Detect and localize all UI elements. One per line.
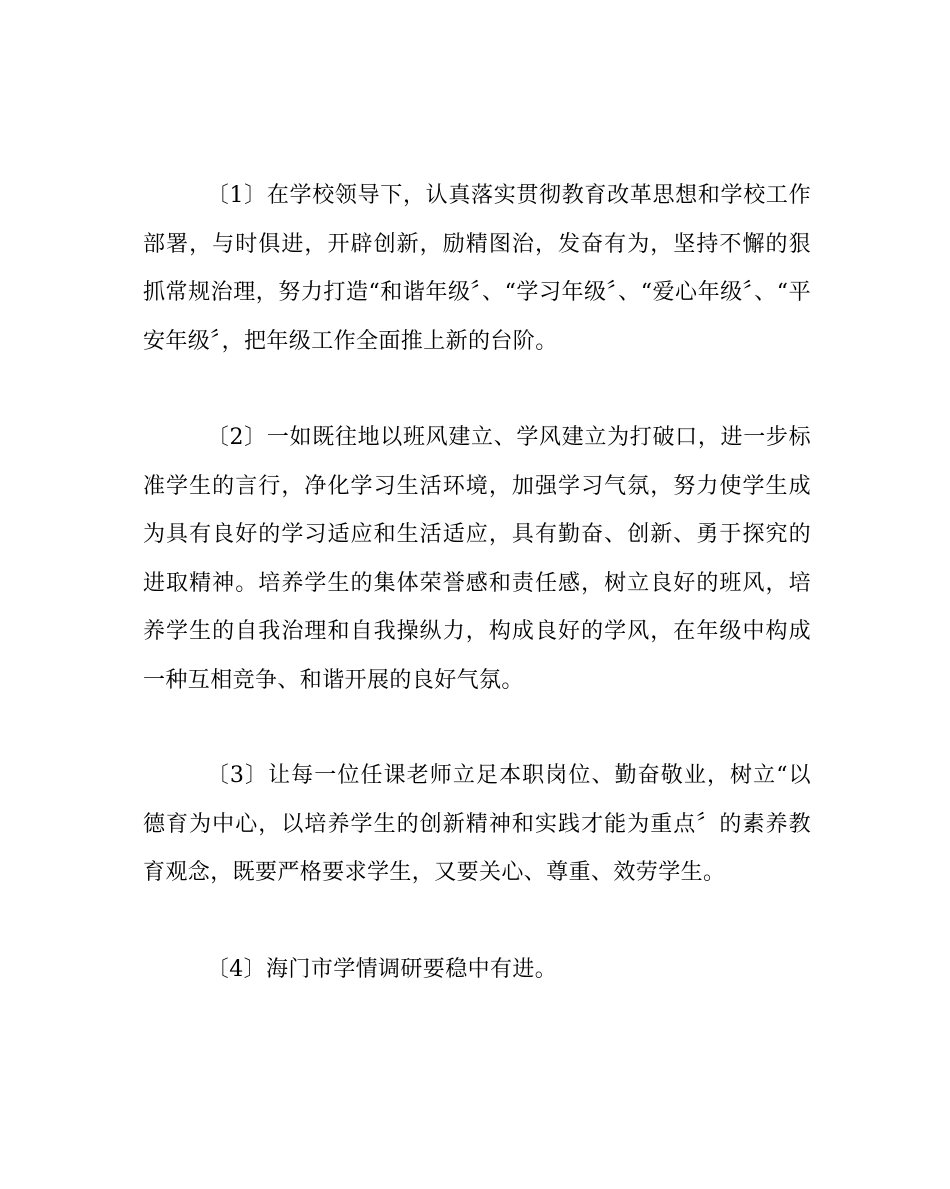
paragraph-2: 〔2〕一如既往地以班风建立、学风建立为打破口，进一步标准学生的言行，净化学习生活环境，加强学习气氛，努力使学生成为具有良好的学习适应和生活适应，具有勤奋、创新、勇于探究的进取精神。培养学生的集体荣誉感和责任感，树立良好的班风，培养学生的自我治理和自我操纵力，构成良好的学风，在年级中构成一种互相竞争、和谐开展的良好气氛。 bbox=[143, 425, 811, 693]
paragraph-3: 〔3〕让每一位任课老师立足本职岗位、勤奋敬业，树立“以德育为中心，以培养学生的创新精神和实践才能为重点〞的素养教育观念，既要严格要求学生，又要关心、尊重、效劳学生。 bbox=[143, 763, 811, 885]
paragraph-1: 〔1〕在学校领导下，认真落实贯彻教育改革思想和学校工作部署，与时俱进，开辟创新，励精图治，发奋有为，坚持不懈的狠抓常规治理，努力打造“和谐年级〞、“学习年级〞、“爱心年级〞、“平安年级〞，把年级工作全面推上新的台阶。 bbox=[143, 183, 811, 354]
paragraph-4: 〔4〕海门市学情调研要稳中有进。 bbox=[206, 957, 558, 982]
